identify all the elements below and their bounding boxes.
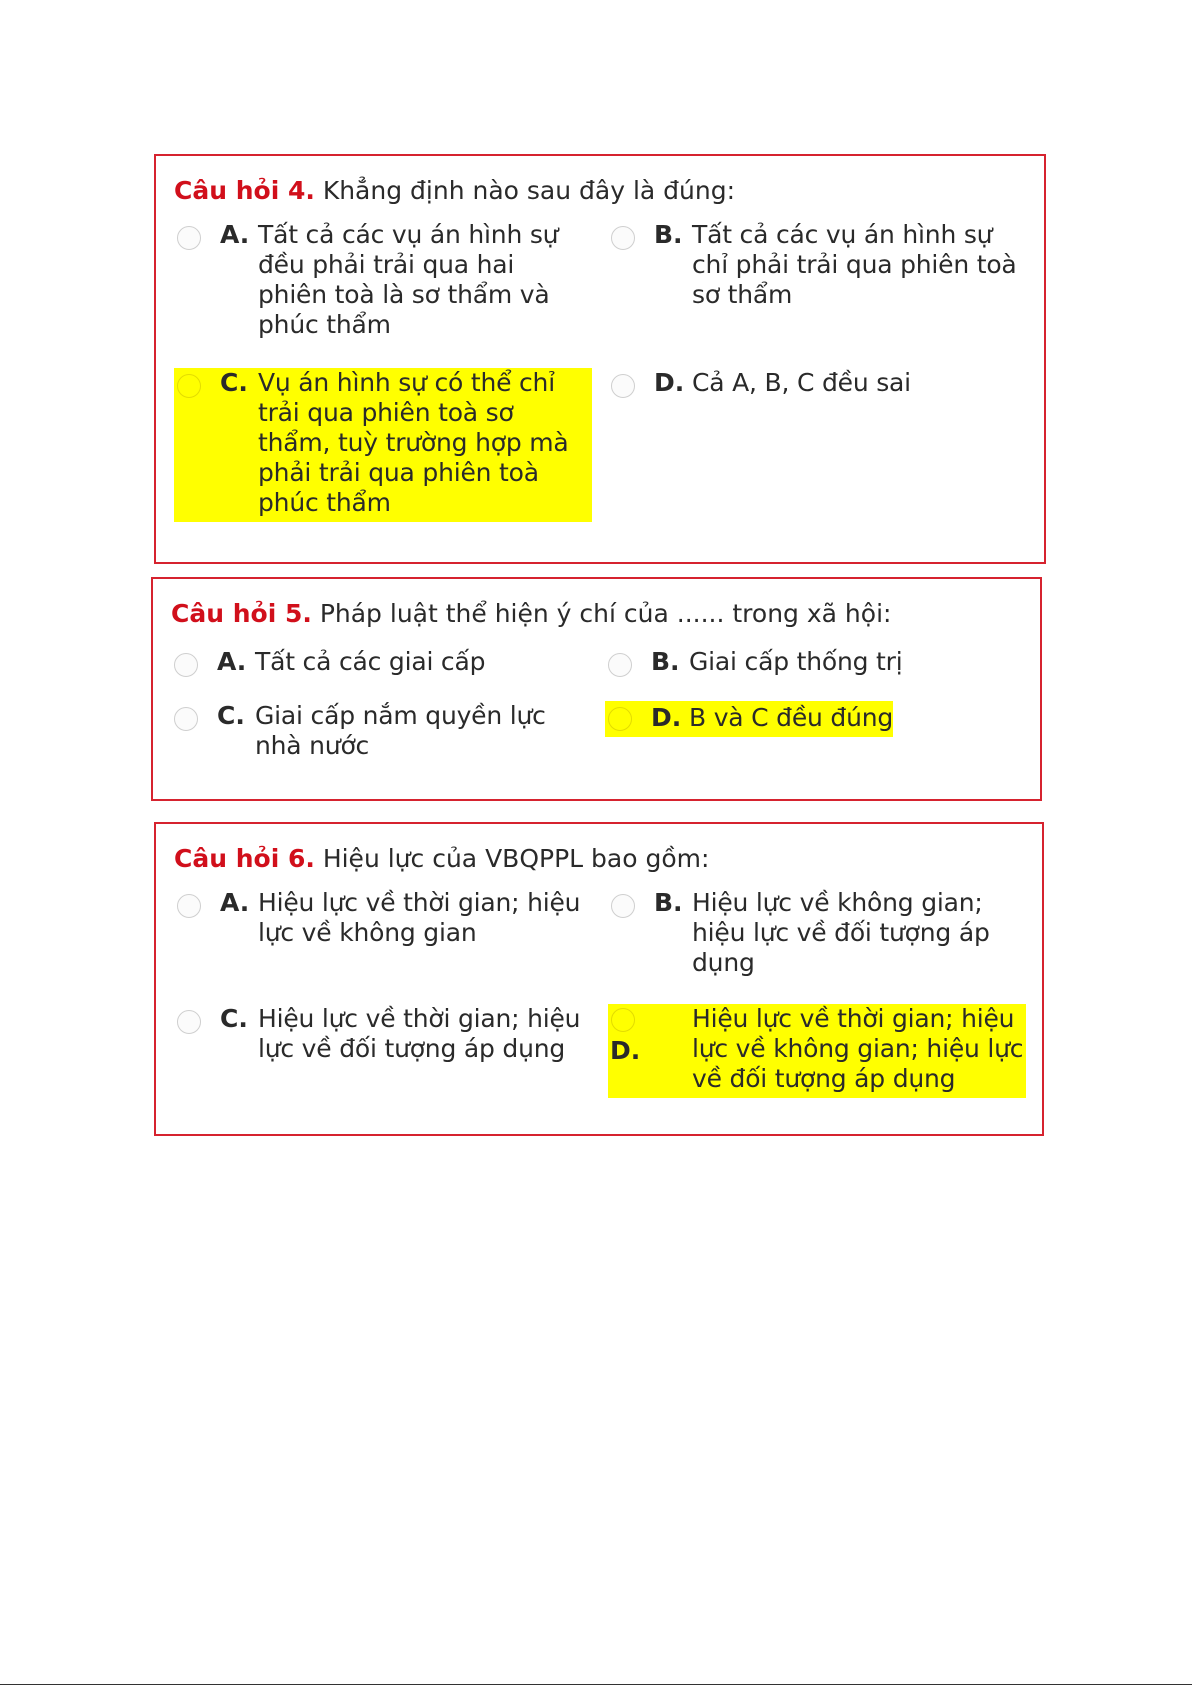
option-letter: B. <box>651 647 680 676</box>
option-letter: D. <box>654 368 685 397</box>
question-5-option-a[interactable] <box>171 647 591 687</box>
option-text: Hiệu lực về thời gian; hiệu lực về đối tượng áp dụng <box>258 1004 581 1063</box>
radio-circle-icon[interactable] <box>608 707 632 731</box>
question-6-option-d[interactable] <box>608 1004 1026 1098</box>
question-5-option-d[interactable] <box>605 701 893 737</box>
question-6-title <box>174 844 709 874</box>
option-letter: C. <box>220 1004 248 1033</box>
option-text: Hiệu lực về không gian; hiệu lực về đối tượng áp dụng <box>692 888 990 977</box>
option-letter: D. <box>651 703 682 732</box>
option-letter: A. <box>220 220 250 249</box>
question-4-card <box>154 154 1046 564</box>
option-text: Cả A, B, C đều sai <box>692 368 911 397</box>
question-5-text: Pháp luật thể hiện ý chí của ...... trong xã hội: <box>319 599 892 628</box>
option-text: Tất cả các giai cấp <box>255 647 486 676</box>
question-4-option-c[interactable] <box>174 368 592 522</box>
radio-circle-icon[interactable] <box>174 653 198 677</box>
option-letter: B. <box>654 888 683 917</box>
option-text: Tất cả các vụ án hình sự đều phải trải qua hai phiên toà là sơ thẩm và phúc thẩm <box>258 220 559 339</box>
question-6-option-c[interactable] <box>174 1004 594 1074</box>
radio-circle-icon[interactable] <box>611 374 635 398</box>
radio-circle-icon[interactable] <box>174 707 198 731</box>
question-5-card <box>151 577 1042 801</box>
question-5-option-c[interactable] <box>171 701 591 771</box>
radio-circle-icon[interactable] <box>611 894 635 918</box>
option-text: Tất cả các vụ án hình sự chỉ phải trải qua phiên toà sơ thẩm <box>692 220 1017 309</box>
question-4-text: Khẳng định nào sau đây là đúng: <box>322 176 736 205</box>
radio-circle-icon[interactable] <box>177 226 201 250</box>
radio-circle-icon[interactable] <box>177 894 201 918</box>
radio-circle-icon[interactable] <box>611 1008 635 1032</box>
option-text: Hiệu lực về thời gian; hiệu lực về không gian <box>258 888 581 947</box>
option-letter: C. <box>217 701 245 730</box>
question-5-title <box>171 599 891 629</box>
radio-circle-icon[interactable] <box>611 226 635 250</box>
question-4-label: Câu hỏi 4. <box>174 176 315 205</box>
question-6-option-a[interactable] <box>174 888 594 958</box>
question-6-card <box>154 822 1044 1136</box>
question-4-option-d[interactable] <box>608 368 1038 408</box>
radio-circle-icon[interactable] <box>177 1010 201 1034</box>
option-text: Hiệu lực về thời gian; hiệu lực về không gian; hiệu lực về đối tượng áp dụng <box>692 1004 1024 1093</box>
question-6-label: Câu hỏi 6. <box>174 844 315 873</box>
question-4-title <box>174 176 735 206</box>
option-text: B và C đều đúng <box>689 703 894 732</box>
question-6-text: Hiệu lực của VBQPPL bao gồm: <box>322 844 710 873</box>
question-4-option-a[interactable] <box>174 220 594 350</box>
option-text: Giai cấp thống trị <box>689 647 903 676</box>
option-letter: D. <box>610 1036 641 1065</box>
radio-circle-icon[interactable] <box>177 374 201 398</box>
question-4-option-b[interactable] <box>608 220 1038 320</box>
question-6-option-b[interactable] <box>608 888 1038 988</box>
option-letter: A. <box>217 647 247 676</box>
option-letter: A. <box>220 888 250 917</box>
option-text: Vụ án hình sự có thể chỉ trải qua phiên toà sơ thẩm, tuỳ trường hợp mà phải trải qua phiên toà phúc thẩm <box>258 368 569 517</box>
option-letter: C. <box>220 368 248 397</box>
question-5-option-b[interactable] <box>605 647 1035 687</box>
option-text: Giai cấp nắm quyền lực nhà nước <box>255 701 546 760</box>
question-5-label: Câu hỏi 5. <box>171 599 312 628</box>
option-letter: B. <box>654 220 683 249</box>
radio-circle-icon[interactable] <box>608 653 632 677</box>
